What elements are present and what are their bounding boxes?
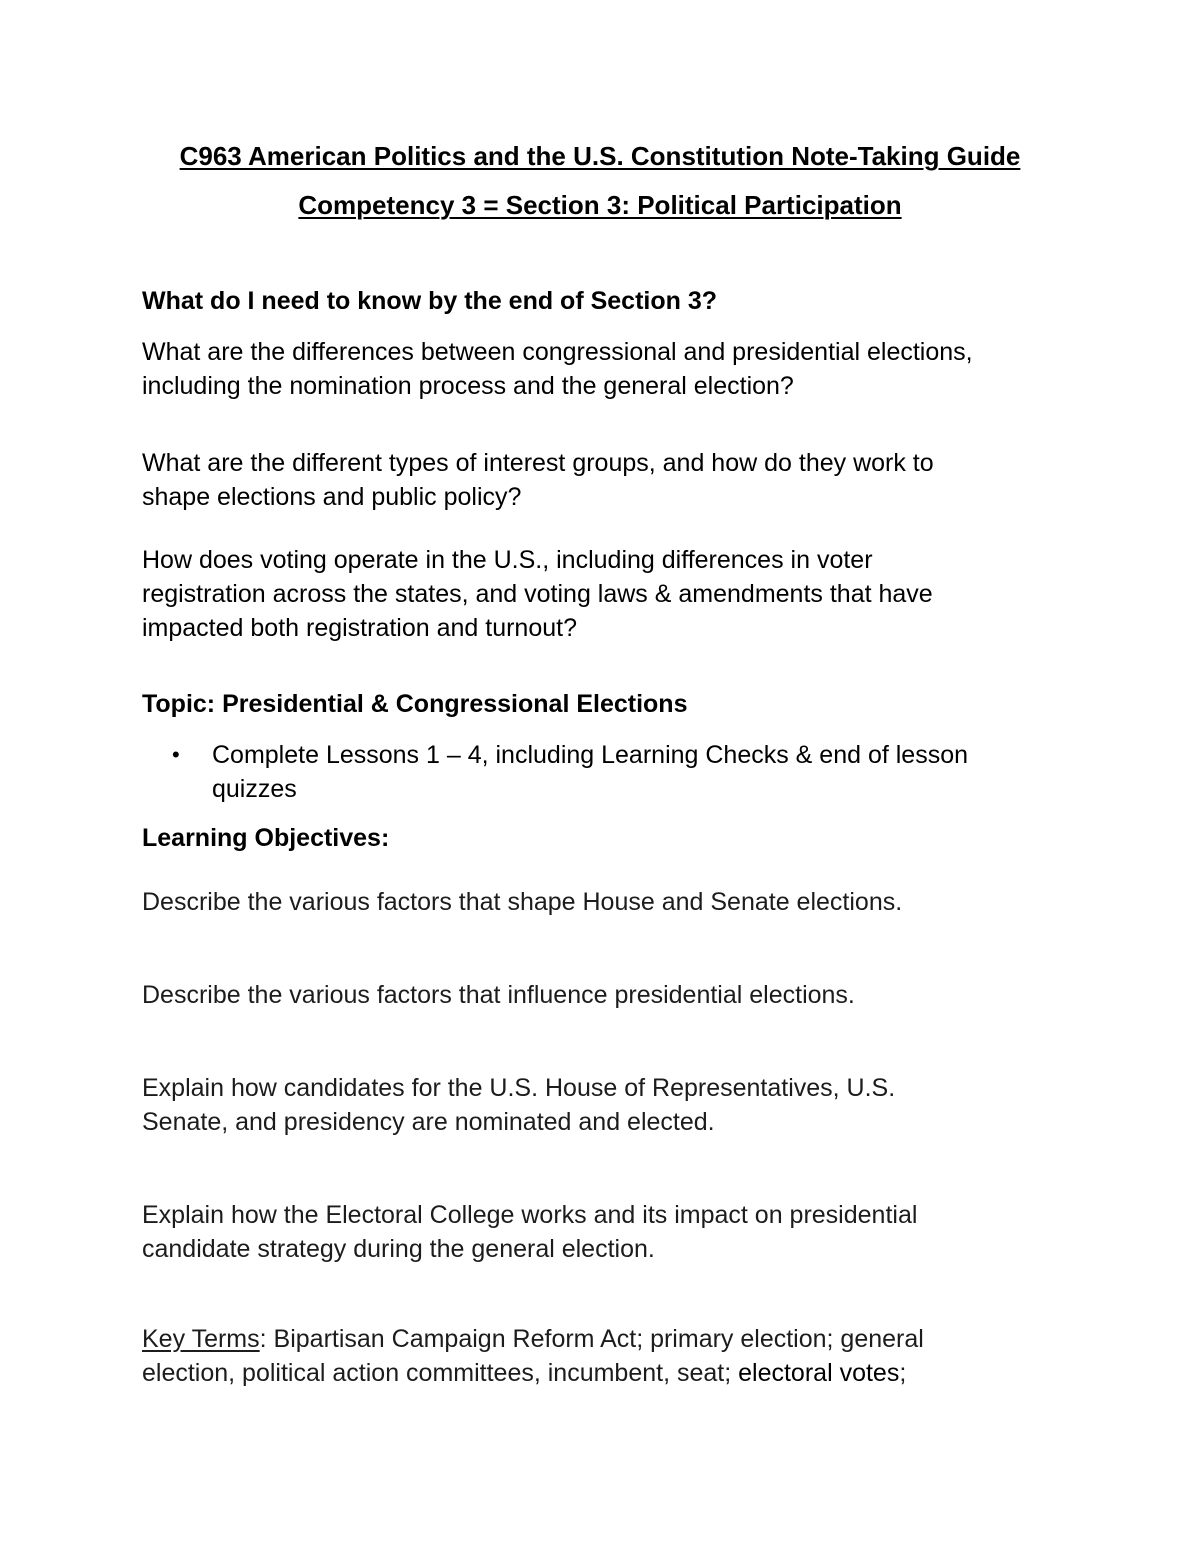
- objective-3-line-2: Senate, and presidency are nominated and elected.: [142, 1108, 715, 1136]
- question-3-line-1: How does voting operate in the U.S., including differences in voter: [142, 546, 873, 574]
- objective-1-line-1: Describe the various factors that shape House and Senate elections.: [142, 888, 903, 916]
- objective-4: [142, 1198, 1072, 1266]
- topic-heading: Topic: Presidential & Congressional Elections: [142, 690, 688, 718]
- key-terms-line-2-text: election, political action committees, incumbent, seat;: [142, 1359, 739, 1387]
- bullet-line-2: quizzes: [212, 775, 297, 803]
- question-1: [142, 335, 1072, 403]
- key-terms-line-2-tail: ;: [899, 1359, 907, 1387]
- objective-2-line-1: Describe the various factors that influence presidential elections.: [142, 981, 855, 1009]
- key-terms-line-1: [142, 1322, 1072, 1356]
- question-2: [142, 446, 1072, 514]
- key-terms-line-1-text: : Bipartisan Campaign Reform Act; primary election; general: [259, 1325, 924, 1353]
- bullet-item: [212, 738, 968, 806]
- key-term-electoral-votes: electoral votes: [738, 1359, 900, 1387]
- question-1-line-2: including the nomination process and the general election?: [142, 372, 794, 400]
- objective-4-line-1: Explain how the Electoral College works and its impact on presidential: [142, 1201, 918, 1229]
- objective-1: [142, 885, 1072, 919]
- question-3-line-2: registration across the states, and voting laws & amendments that have: [142, 580, 933, 608]
- objective-3: [142, 1071, 1072, 1139]
- key-terms-line-2: [142, 1356, 1072, 1390]
- bullet-icon: •: [172, 742, 180, 767]
- objective-3-line-1: Explain how candidates for the U.S. House of Representatives, U.S.: [142, 1074, 896, 1102]
- question-3: [142, 543, 1072, 645]
- objective-4-line-2: candidate strategy during the general election.: [142, 1235, 655, 1263]
- document-title: C963 American Politics and the U.S. Constitution Note-Taking Guide: [179, 141, 1021, 171]
- bullet-line-1: Complete Lessons 1 – 4, including Learning Checks & end of lesson: [212, 741, 969, 769]
- document-subtitle: Competency 3 = Section 3: Political Participation: [298, 190, 902, 220]
- question-1-line-1: What are the differences between congressional and presidential elections,: [142, 338, 973, 366]
- question-3-line-3: impacted both registration and turnout?: [142, 614, 577, 642]
- know-heading: What do I need to know by the end of Section 3?: [142, 287, 718, 315]
- key-terms-label: Key Terms: [142, 1325, 260, 1353]
- objective-2: [142, 978, 1072, 1012]
- objectives-heading: Learning Objectives:: [142, 824, 390, 852]
- question-2-line-1: What are the different types of interest groups, and how do they work to: [142, 449, 934, 477]
- question-2-line-2: shape elections and public policy?: [142, 483, 522, 511]
- key-terms: [142, 1322, 1072, 1390]
